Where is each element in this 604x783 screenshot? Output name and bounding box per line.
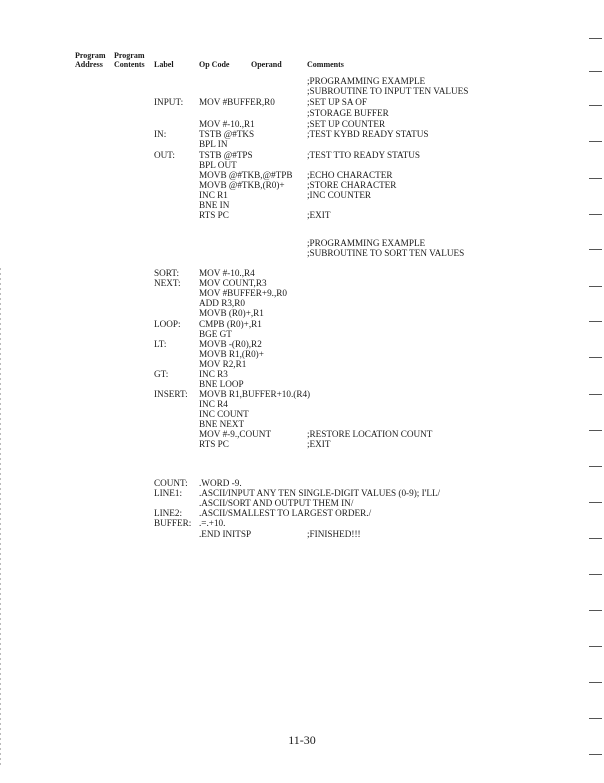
margin-tick — [589, 682, 602, 683]
listing-label: NEXT: — [154, 278, 181, 288]
listing-instruction: BPL IN — [199, 139, 228, 149]
margin-tick — [589, 38, 602, 39]
listing-comment: ;SET UP COUNTER — [307, 119, 386, 129]
listing-label: GT: — [154, 369, 169, 379]
listing-label: IN: — [154, 129, 167, 139]
listing-instruction: INC R4 — [199, 399, 228, 409]
margin-tick — [589, 357, 602, 358]
header-comments: Comments — [307, 60, 344, 69]
listing-comment: ;PROGRAMMING EXAMPLE — [307, 238, 426, 248]
listing-instruction: MOV #BUFFER,R0 — [199, 97, 275, 107]
header-program-contents — [114, 51, 145, 69]
header-operand: Operand — [251, 60, 282, 69]
listing-instruction: .=.+10. — [199, 518, 226, 528]
listing-instruction: MOVB R1,(R0)+ — [199, 349, 264, 359]
listing-label: BUFFER: — [154, 518, 192, 528]
listing-comment: ;RESTORE LOCATION COUNT — [307, 429, 433, 439]
header-program-contents-line2: Contents — [114, 60, 145, 69]
margin-tick — [589, 466, 602, 467]
listing-instruction: .ASCII/INPUT ANY TEN SINGLE-DIGIT VALUES (0-9); I'LL/ — [199, 488, 441, 498]
listing-instruction: MOV #-10.,R4 — [199, 268, 255, 278]
listing-label: LOOP: — [154, 319, 181, 329]
listing-instruction: .WORD -9. — [199, 478, 242, 488]
listing-instruction: MOVB @#TKB,(R0)+ — [199, 180, 285, 190]
listing-comment: ;TEST KYBD READY STATUS — [307, 129, 429, 139]
margin-tick — [589, 754, 602, 755]
listing-instruction: TSTB @#TPS — [199, 150, 253, 160]
listing-comment: ;FINISHED!!! — [307, 529, 361, 539]
listing-instruction: BNE LOOP — [199, 379, 244, 389]
listing-instruction: TSTB @#TKS — [199, 129, 255, 139]
listing-instruction: INC R1 — [199, 190, 228, 200]
header-op-code: Op Code — [199, 60, 230, 69]
header-label: Label — [154, 60, 174, 69]
margin-tick — [589, 574, 602, 575]
header-program-address — [75, 51, 106, 69]
listing-instruction: RTS PC — [199, 210, 229, 220]
listing-instruction: MOVB @#TKB,@#TPB — [199, 170, 293, 180]
listing-instruction: CMPB (R0)+,R1 — [199, 319, 262, 329]
header-program-address-line2: Address — [75, 60, 103, 69]
listing-label: COUNT: — [154, 478, 188, 488]
listing-comment: ;SUBROUTINE TO INPUT TEN VALUES — [307, 86, 469, 96]
scan-edge — [0, 268, 1, 768]
margin-tick — [589, 214, 602, 215]
listing-comment: ;STORE CHARACTER — [307, 180, 397, 190]
listing-instruction: .ASCII/SMALLEST TO LARGEST ORDER./ — [199, 508, 372, 518]
page-number: 11-30 — [288, 733, 316, 747]
margin-tick — [589, 394, 602, 395]
listing-instruction: INC COUNT — [199, 409, 249, 419]
listing-comment: ;TEST TTO READY STATUS — [307, 150, 421, 160]
listing-label: SORT: — [154, 268, 180, 278]
listing-instruction: RTS PC — [199, 439, 229, 449]
margin-tick — [589, 71, 602, 72]
listing-instruction: MOVB R1,BUFFER+10.(R4) — [199, 389, 311, 399]
listing-label: OUT: — [154, 150, 175, 160]
header-program-contents-line1: Program — [114, 51, 145, 60]
listing-instruction: .END INITSP — [199, 529, 252, 539]
margin-tick — [589, 646, 602, 647]
listing-comment: ;INC COUNTER — [307, 190, 372, 200]
listing-comment: ;EXIT — [307, 439, 331, 449]
margin-tick — [589, 538, 602, 539]
header-program-address-line1: Program — [75, 51, 106, 60]
listing-comment: ;ECHO CHARACTER — [307, 170, 393, 180]
listing-instruction: MOVB -(R0),R2 — [199, 339, 262, 349]
margin-tick — [589, 249, 602, 250]
listing-instruction: BNE IN — [199, 200, 230, 210]
listing-instruction: INC R3 — [199, 369, 228, 379]
listing-comment: ;STORAGE BUFFER — [307, 108, 389, 118]
listing-instruction: MOV R2,R1 — [199, 359, 247, 369]
listing-comment: ;EXIT — [307, 210, 331, 220]
margin-tick — [589, 178, 602, 179]
margin-tick — [589, 718, 602, 719]
margin-tick — [589, 141, 602, 142]
listing-comment: ;SUBROUTINE TO SORT TEN VALUES — [307, 248, 465, 258]
listing-label: LINE2: — [154, 508, 183, 518]
listing-instruction: MOV #BUFFER+9.,R0 — [199, 288, 287, 298]
listing-instruction: BGE GT — [199, 329, 232, 339]
margin-tick — [589, 610, 602, 611]
listing-instruction: MOVB (R0)+,R1 — [199, 308, 264, 318]
listing-instruction: BPL OUT — [199, 160, 237, 170]
margin-tick — [589, 321, 602, 322]
listing-label: INPUT: — [154, 97, 184, 107]
margin-tick — [589, 502, 602, 503]
listing-instruction: .ASCII/SORT AND OUTPUT THEM IN/ — [199, 498, 354, 508]
listing-label: LINE1: — [154, 488, 183, 498]
margin-tick — [589, 286, 602, 287]
listing-instruction: MOV #-9.,COUNT — [199, 429, 272, 439]
listing-label: LT: — [154, 339, 167, 349]
listing-instruction: MOV #-10.,R1 — [199, 119, 255, 129]
margin-tick — [589, 430, 602, 431]
listing-instruction: ADD R3,R0 — [199, 298, 245, 308]
listing-label: INSERT: — [154, 389, 188, 399]
margin-tick — [589, 105, 602, 106]
listing-comment: ;PROGRAMMING EXAMPLE — [307, 76, 426, 86]
listing-instruction: MOV COUNT,R3 — [199, 278, 267, 288]
listing-instruction: BNE NEXT — [199, 419, 245, 429]
listing-comment: ;SET UP SA OF — [307, 97, 367, 107]
